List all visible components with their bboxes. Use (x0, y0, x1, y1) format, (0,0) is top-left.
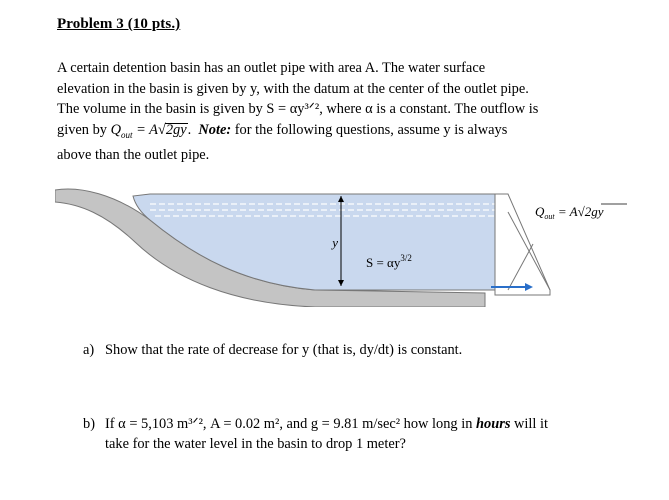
statement-line-1: A certain detention basin has an outlet pipe with area A. The water surface (57, 60, 486, 76)
problem-statement (57, 58, 632, 165)
statement-line-4-end: for the following questions, assume y is always (231, 121, 508, 138)
note-label: Note: (198, 121, 232, 138)
sqrt-sign-icon: √ (157, 121, 166, 138)
figure-outflow-formula (535, 204, 604, 221)
figure-sqrt-icon: √ (577, 204, 585, 219)
figure-outflow-radicand: 2gy (584, 204, 604, 219)
question-a-label: a) (83, 342, 95, 358)
question-b-line-2: take for the water level in the basin to drop 1 meter? (105, 435, 406, 452)
statement-line-5: above than the outlet pipe. (57, 146, 210, 163)
problem-title: Problem 3 (10 pts.) (57, 16, 181, 32)
question-b-emphasis: hours (476, 416, 511, 432)
question-b-line-1 (83, 415, 638, 435)
outflow-formula-radicand: 2gy (165, 121, 187, 138)
storage-formula-exponent: 3/2 (400, 253, 412, 263)
outflow-formula-q: Q (110, 121, 121, 138)
outflow-formula-subscript: out (120, 129, 133, 140)
question-b-given: If α = 5,103 m³ᐟ², A = 0.02 m², and g = 9.81 m/sec² how long in (105, 416, 477, 432)
figure-outflow-subscript: out (544, 212, 555, 221)
figure-outflow-equals: = A (554, 204, 578, 219)
statement-line-3: The volume in the basin is given by S = αy³ᐟ², where α is a constant. The outflow is (57, 101, 539, 117)
storage-formula-main: S = αy (366, 255, 401, 270)
y-label: y (332, 235, 338, 250)
question-a (83, 341, 462, 361)
outflow-formula-equals: = A (132, 121, 158, 138)
question-a-text: Show that the rate of decrease for y (that is, dy/dt) is constant. (105, 342, 463, 358)
question-b-line-1-end: will it (510, 416, 549, 432)
statement-line-4-start: given by (57, 121, 111, 138)
question-b-label: b) (83, 416, 95, 432)
question-b (83, 415, 638, 454)
statement-line-4: given by $Q_{out} = A√2gy$. Note: for the following questions, assume y is always (57, 121, 508, 140)
basin-diagram (55, 182, 645, 307)
statement-line-2: elevation in the basin is given by y, with the datum at the center of the outlet pipe. (57, 80, 529, 97)
figure-outflow-q: Q (535, 204, 545, 219)
